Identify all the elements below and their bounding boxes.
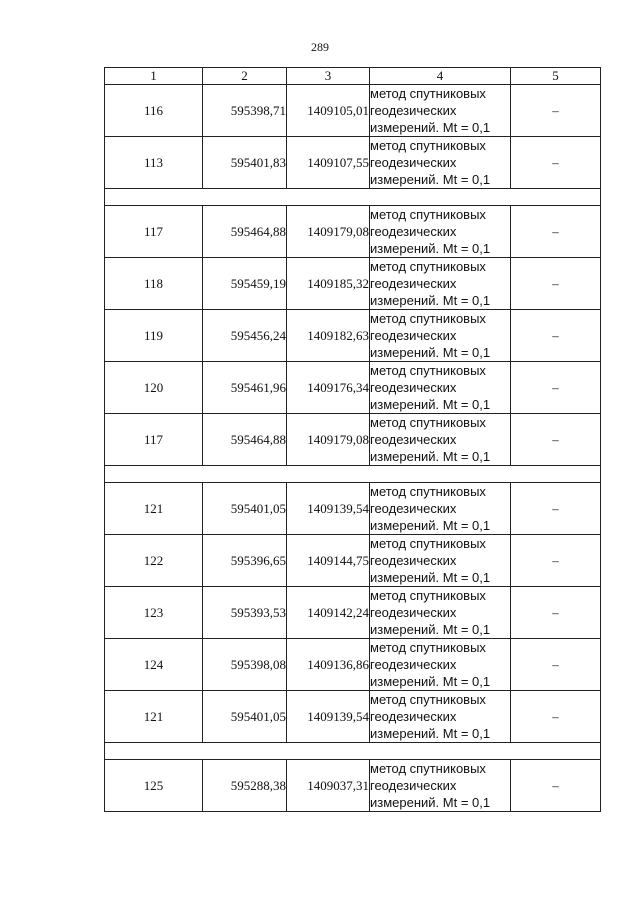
method-line: геодезических xyxy=(370,605,457,620)
method-line: геодезических xyxy=(370,778,457,793)
method-cell xyxy=(370,85,511,137)
method-line: геодезических xyxy=(370,224,457,239)
dash-cell: – xyxy=(511,310,601,362)
dash-cell: – xyxy=(511,362,601,414)
x-coordinate-cell: 595393,53 xyxy=(203,587,287,639)
x-coordinate-cell: 595398,08 xyxy=(203,639,287,691)
y-coordinate-cell: 1409185,32 xyxy=(287,258,370,310)
method-line: геодезических xyxy=(370,103,457,118)
method-line: метод спутниковых xyxy=(370,761,486,776)
dash-cell: – xyxy=(511,483,601,535)
x-coordinate-cell: 595401,05 xyxy=(203,483,287,535)
point-number-cell: 125 xyxy=(105,760,203,812)
method-line: геодезических xyxy=(370,155,457,170)
method-line: метод спутниковых xyxy=(370,363,486,378)
method-line: измерений. Mt = 0,1 xyxy=(370,674,491,689)
table-row xyxy=(105,310,601,362)
separator-cell xyxy=(105,743,601,760)
point-number-cell: 118 xyxy=(105,258,203,310)
method-cell xyxy=(370,639,511,691)
method-line: геодезических xyxy=(370,328,457,343)
method-line: метод спутниковых xyxy=(370,207,486,222)
x-coordinate-cell: 595464,88 xyxy=(203,206,287,258)
method-line: измерений. Mt = 0,1 xyxy=(370,120,491,135)
method-line: измерений. Mt = 0,1 xyxy=(370,241,491,256)
method-cell xyxy=(370,362,511,414)
method-line: измерений. Mt = 0,1 xyxy=(370,449,491,464)
y-coordinate-cell: 1409139,54 xyxy=(287,691,370,743)
method-cell xyxy=(370,206,511,258)
y-coordinate-cell: 1409139,54 xyxy=(287,483,370,535)
table-separator-row xyxy=(105,466,601,483)
y-coordinate-cell: 1409105,01 xyxy=(287,85,370,137)
y-coordinate-cell: 1409179,08 xyxy=(287,414,370,466)
x-coordinate-cell: 595464,88 xyxy=(203,414,287,466)
method-line: метод спутниковых xyxy=(370,484,486,499)
page-number: 289 xyxy=(311,40,329,54)
table-separator-row xyxy=(105,189,601,206)
x-coordinate-cell: 595456,24 xyxy=(203,310,287,362)
dash-cell: – xyxy=(511,414,601,466)
method-line: метод спутниковых xyxy=(370,692,486,707)
x-coordinate-cell: 595461,96 xyxy=(203,362,287,414)
point-number-cell: 121 xyxy=(105,483,203,535)
method-line: геодезических xyxy=(370,380,457,395)
point-number-cell: 117 xyxy=(105,414,203,466)
method-cell xyxy=(370,535,511,587)
point-number-cell: 113 xyxy=(105,137,203,189)
method-cell xyxy=(370,691,511,743)
point-number-cell: 119 xyxy=(105,310,203,362)
column-header-5: 5 xyxy=(511,68,601,85)
point-number-cell: 122 xyxy=(105,535,203,587)
x-coordinate-cell: 595401,83 xyxy=(203,137,287,189)
point-number-cell: 116 xyxy=(105,85,203,137)
table-separator-row xyxy=(105,743,601,760)
method-line: измерений. Mt = 0,1 xyxy=(370,570,491,585)
method-cell xyxy=(370,258,511,310)
y-coordinate-cell: 1409144,75 xyxy=(287,535,370,587)
x-coordinate-cell: 595459,19 xyxy=(203,258,287,310)
dash-cell: – xyxy=(511,535,601,587)
method-line: измерений. Mt = 0,1 xyxy=(370,518,491,533)
x-coordinate-cell: 595288,38 xyxy=(203,760,287,812)
method-cell xyxy=(370,587,511,639)
point-number-cell: 117 xyxy=(105,206,203,258)
point-number-cell: 124 xyxy=(105,639,203,691)
method-line: геодезических xyxy=(370,432,457,447)
method-line: метод спутниковых xyxy=(370,311,486,326)
table-row xyxy=(105,258,601,310)
method-line: геодезических xyxy=(370,657,457,672)
dash-cell: – xyxy=(511,137,601,189)
column-header-3: 3 xyxy=(287,68,370,85)
dash-cell: – xyxy=(511,760,601,812)
point-number-cell: 123 xyxy=(105,587,203,639)
table-row xyxy=(105,483,601,535)
method-line: метод спутниковых xyxy=(370,588,486,603)
table-row xyxy=(105,137,601,189)
method-cell xyxy=(370,137,511,189)
dash-cell: – xyxy=(511,587,601,639)
method-line: геодезических xyxy=(370,276,457,291)
coordinates-table-body xyxy=(105,68,601,812)
point-number-cell: 120 xyxy=(105,362,203,414)
column-header-1: 1 xyxy=(105,68,203,85)
method-line: метод спутниковых xyxy=(370,415,486,430)
method-cell xyxy=(370,414,511,466)
method-line: измерений. Mt = 0,1 xyxy=(370,397,491,412)
method-line: измерений. Mt = 0,1 xyxy=(370,293,491,308)
table-row xyxy=(105,362,601,414)
method-cell xyxy=(370,310,511,362)
table-header-row xyxy=(105,68,601,85)
separator-cell xyxy=(105,466,601,483)
dash-cell: – xyxy=(511,639,601,691)
column-header-2: 2 xyxy=(203,68,287,85)
table-row xyxy=(105,414,601,466)
point-number-cell: 121 xyxy=(105,691,203,743)
y-coordinate-cell: 1409176,34 xyxy=(287,362,370,414)
method-line: геодезических xyxy=(370,501,457,516)
y-coordinate-cell: 1409182,63 xyxy=(287,310,370,362)
x-coordinate-cell: 595398,71 xyxy=(203,85,287,137)
dash-cell: – xyxy=(511,206,601,258)
y-coordinate-cell: 1409142,24 xyxy=(287,587,370,639)
dash-cell: – xyxy=(511,85,601,137)
method-line: геодезических xyxy=(370,553,457,568)
method-line: измерений. Mt = 0,1 xyxy=(370,345,491,360)
table-row xyxy=(105,760,601,812)
method-cell xyxy=(370,483,511,535)
table-row xyxy=(105,85,601,137)
method-line: измерений. Mt = 0,1 xyxy=(370,795,491,810)
method-line: метод спутниковых xyxy=(370,640,486,655)
method-line: измерений. Mt = 0,1 xyxy=(370,726,491,741)
table-row xyxy=(105,639,601,691)
method-cell xyxy=(370,760,511,812)
method-line: метод спутниковых xyxy=(370,536,486,551)
method-line: метод спутниковых xyxy=(370,86,486,101)
dash-cell: – xyxy=(511,258,601,310)
coordinates-table xyxy=(104,67,601,812)
table-row xyxy=(105,691,601,743)
separator-cell xyxy=(105,189,601,206)
y-coordinate-cell: 1409136,86 xyxy=(287,639,370,691)
method-line: геодезических xyxy=(370,709,457,724)
column-header-4: 4 xyxy=(370,68,511,85)
dash-cell: – xyxy=(511,691,601,743)
method-line: измерений. Mt = 0,1 xyxy=(370,172,491,187)
x-coordinate-cell: 595401,05 xyxy=(203,691,287,743)
table-row xyxy=(105,587,601,639)
method-line: метод спутниковых xyxy=(370,138,486,153)
y-coordinate-cell: 1409107,55 xyxy=(287,137,370,189)
method-line: измерений. Mt = 0,1 xyxy=(370,622,491,637)
method-line: метод спутниковых xyxy=(370,259,486,274)
y-coordinate-cell: 1409037,31 xyxy=(287,760,370,812)
y-coordinate-cell: 1409179,08 xyxy=(287,206,370,258)
table-row xyxy=(105,535,601,587)
table-row xyxy=(105,206,601,258)
x-coordinate-cell: 595396,65 xyxy=(203,535,287,587)
